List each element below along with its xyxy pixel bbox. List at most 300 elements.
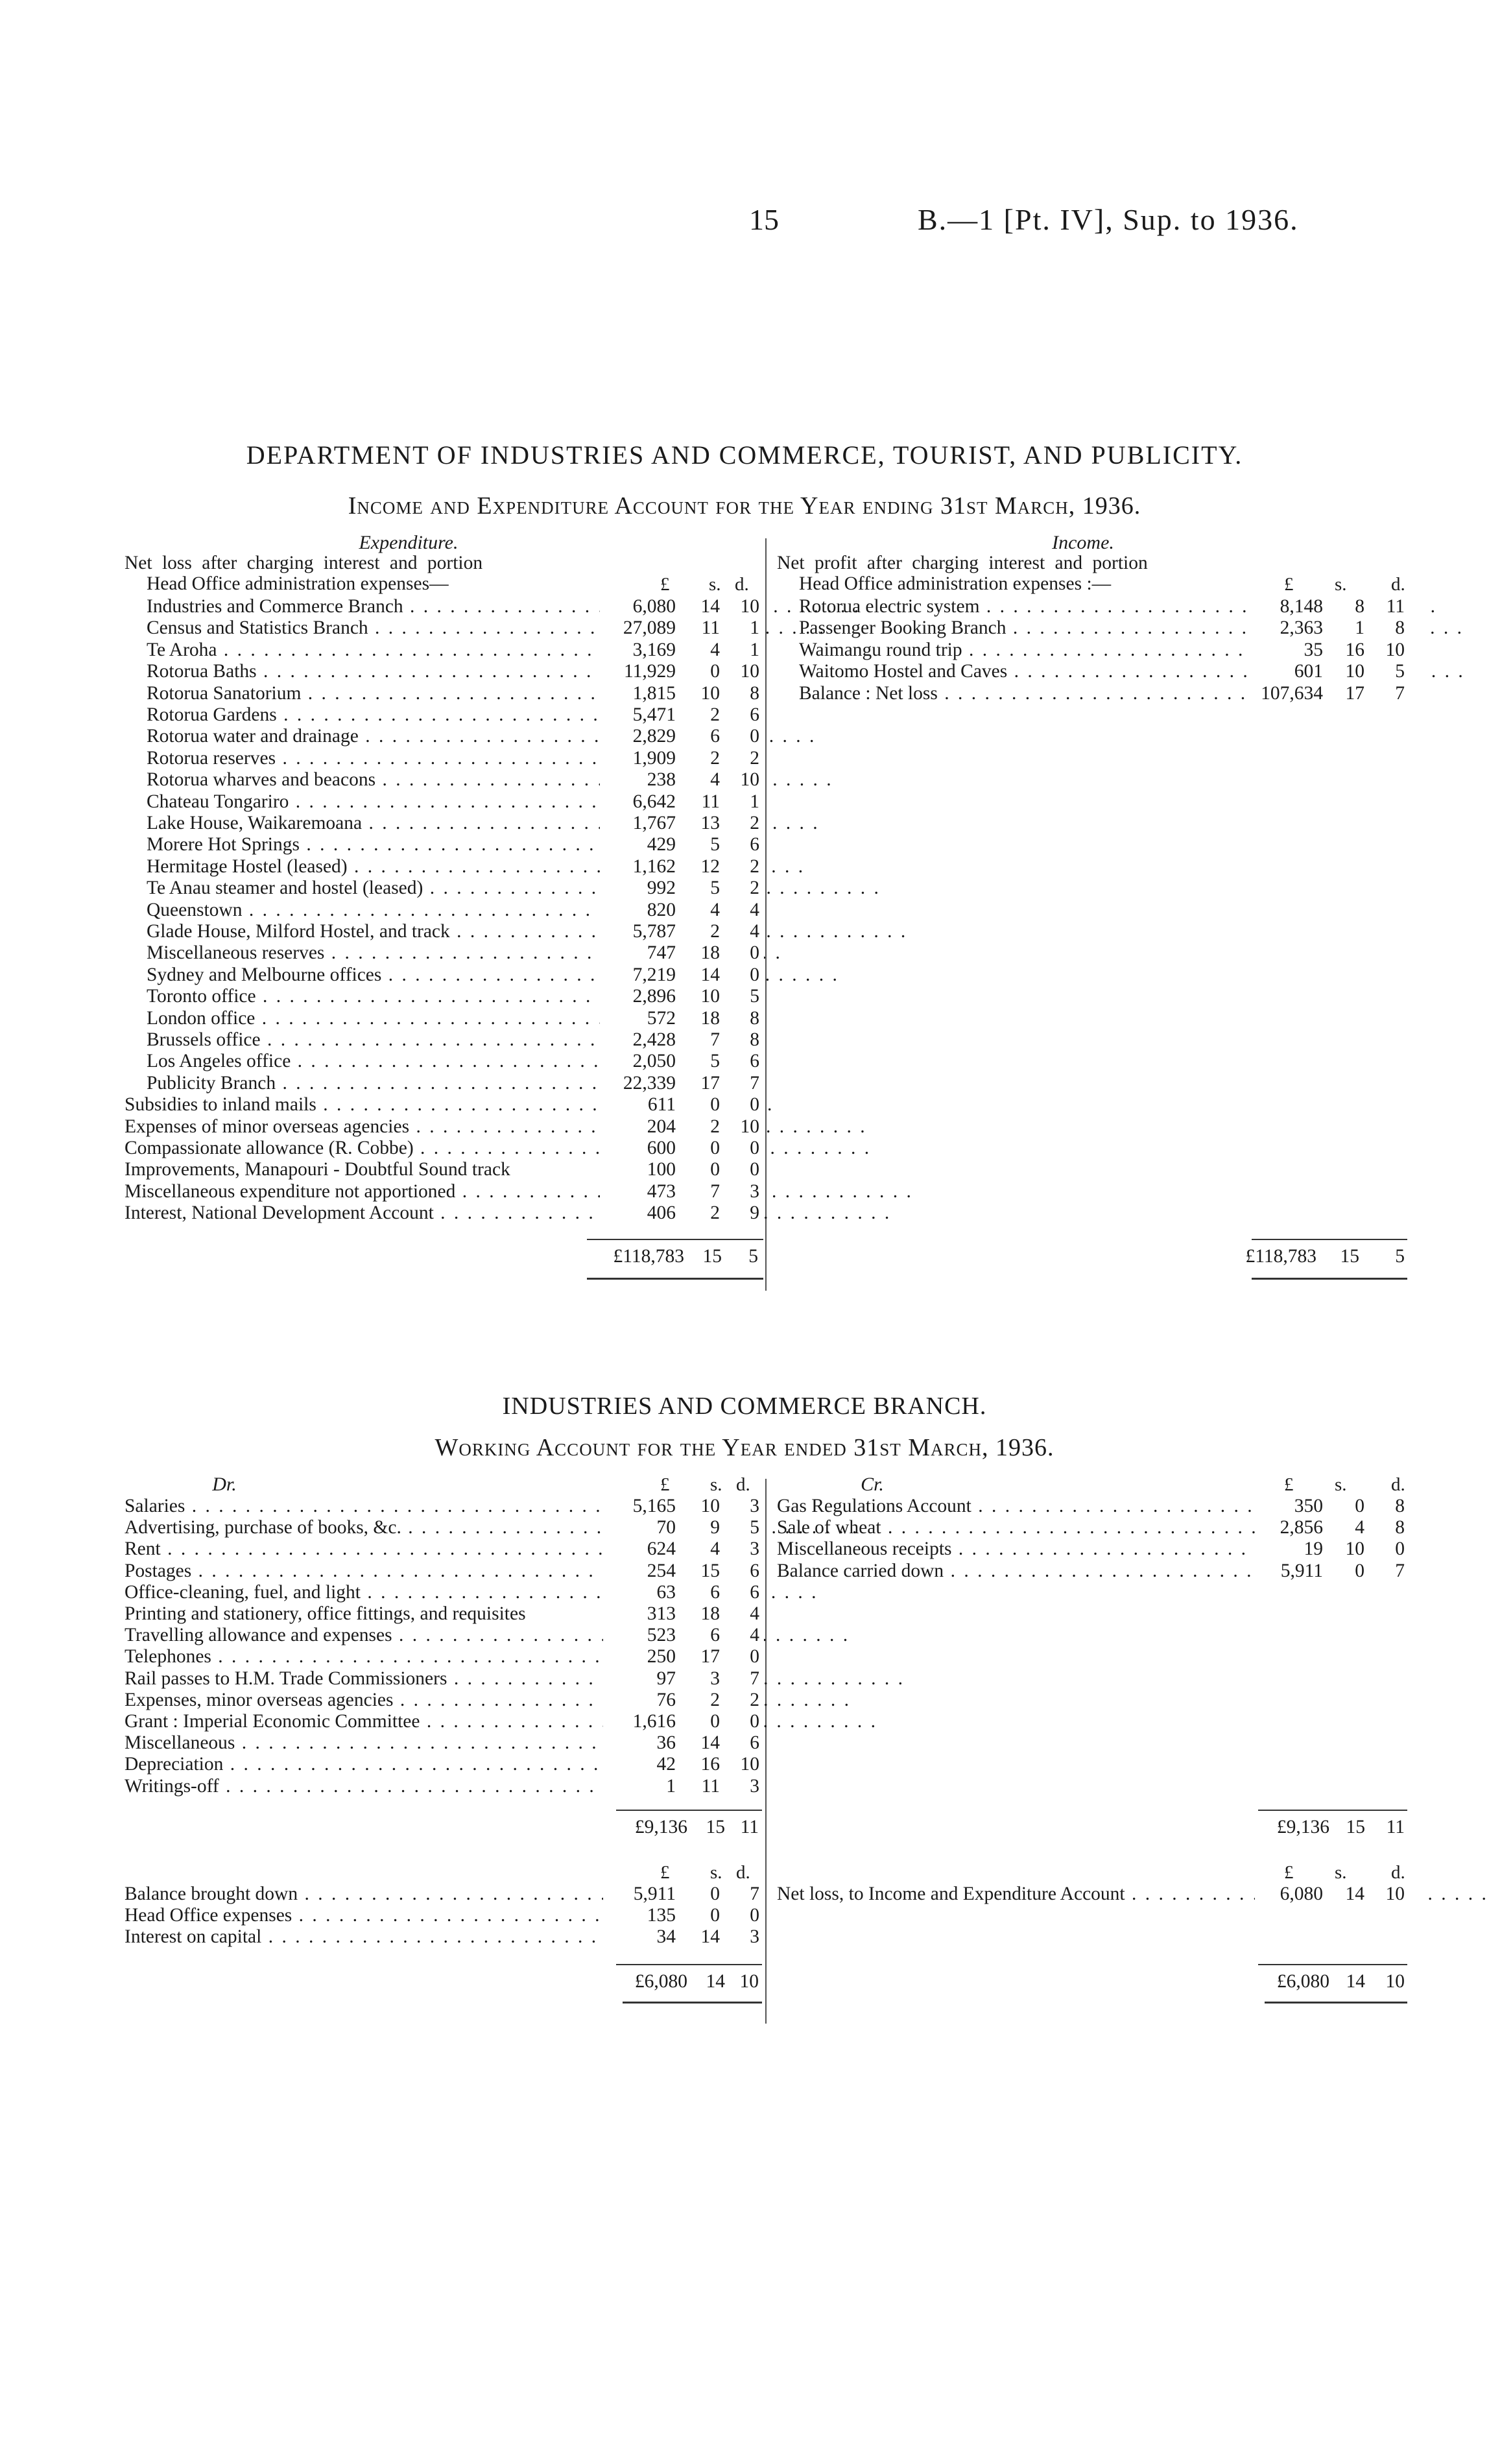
income-row (0, 660, 1427, 682)
income-d: 11 (1368, 595, 1405, 617)
expenditure-pounds: 11,929 (603, 660, 676, 682)
expenditure-label: Los Angeles office . . (147, 1050, 748, 1072)
dr-heading: Dr. (212, 1474, 237, 1495)
expenditure-label: London office . . (147, 1007, 713, 1029)
dr2-total-rule (616, 1964, 762, 1965)
dr-s: 10 (681, 1495, 720, 1517)
expenditure-row (0, 877, 764, 899)
expenditure-s: 4 (681, 899, 720, 921)
col-pound-cr2: £ (1284, 1862, 1294, 1883)
expenditure-s: 10 (681, 985, 720, 1007)
expenditure-s: 5 (681, 833, 720, 855)
expenditure-pounds: 2,896 (603, 985, 676, 1007)
dr-s: 11 (681, 1775, 720, 1797)
expenditure-pounds: 611 (603, 1094, 676, 1116)
expenditure-total-d: 5 (748, 1246, 758, 1267)
expenditure-row (0, 1029, 764, 1051)
cr-label: Miscellaneous receipts . . (777, 1538, 1409, 1560)
dr-s: 6 (681, 1581, 720, 1603)
dr-pounds: 70 (603, 1516, 676, 1538)
expenditure-d: 0 (723, 1158, 759, 1180)
dr2-total-d: 10 (739, 1971, 759, 1992)
expenditure-d: 0 (723, 1094, 759, 1116)
dr-s: 17 (681, 1645, 720, 1668)
cr-total-d: 11 (1386, 1817, 1405, 1837)
dr2-double-rule (623, 2002, 762, 2003)
expenditure-label: Rotorua Baths . . (147, 660, 714, 682)
expenditure-d: 5 (723, 985, 759, 1007)
expenditure-d: 10 (723, 660, 759, 682)
expenditure-d: 10 (723, 595, 759, 617)
income-row (0, 595, 1427, 617)
dr-s: 3 (681, 1668, 720, 1690)
expenditure-row (0, 985, 764, 1007)
expenditure-s: 7 (681, 1180, 720, 1202)
income-intro-line2: Head Office administration expenses :— (799, 573, 1112, 594)
dr2-total-pounds: £6,080 (634, 1971, 687, 1992)
expenditure-row (0, 791, 764, 813)
cr2-pounds: 6,080 (1258, 1883, 1323, 1905)
dr2-row (0, 1904, 764, 1926)
cr2-total-s: 14 (1346, 1971, 1365, 1992)
col-s-left: s. (709, 574, 721, 595)
dr-s: 4 (681, 1538, 720, 1560)
expenditure-pounds: 820 (603, 899, 676, 921)
cr-d: 0 (1368, 1538, 1405, 1560)
expenditure-label: Toronto office . . (147, 985, 713, 1007)
col-s-dr2: s. (710, 1862, 722, 1883)
dr2-label: Interest on capital . . (125, 1926, 719, 1948)
dr-d: 6 (723, 1581, 759, 1603)
income-label: Balance : Net loss . . (799, 682, 1395, 704)
expenditure-row (0, 833, 764, 855)
expenditure-row (0, 942, 764, 964)
expenditure-label: Compassionate allowance (R. Cobbe) . . (125, 1137, 871, 1159)
expenditure-d: 4 (723, 920, 759, 942)
col-pound-cr: £ (1284, 1474, 1294, 1495)
expenditure-s: 2 (681, 704, 720, 726)
col-d-cr: d. (1391, 1474, 1405, 1495)
dr2-d: 3 (723, 1926, 759, 1948)
income-d: 10 (1368, 639, 1405, 661)
dr-d: 10 (723, 1753, 759, 1775)
expenditure-label: Chateau Tongariro . . (147, 791, 746, 813)
dr-pounds: 313 (603, 1603, 676, 1625)
dr-label: Advertising, purchase of books, &c. . . (125, 1516, 859, 1538)
dr2-d: 7 (723, 1883, 759, 1905)
expenditure-pounds: 473 (603, 1180, 676, 1202)
expenditure-label: Miscellaneous reserves . . (147, 942, 782, 964)
income-pounds: 107,634 (1258, 682, 1323, 704)
expenditure-d: 1 (723, 791, 759, 813)
dr-s: 0 (681, 1710, 720, 1732)
expenditure-row (0, 1137, 764, 1159)
expenditure-s: 10 (681, 682, 720, 704)
income-intro-line1: Net profit after charging interest and portion (777, 553, 1148, 573)
expenditure-total-s: 15 (702, 1246, 722, 1267)
dr-label: Expenses, minor overseas agencies . . (125, 1689, 851, 1711)
dr-d: 7 (723, 1668, 759, 1690)
expenditure-label: Sydney and Melbourne offices . . (147, 964, 839, 986)
expenditure-pounds: 204 (603, 1116, 676, 1138)
expenditure-row (0, 1072, 764, 1094)
expenditure-s: 11 (681, 617, 720, 639)
income-label: Waimangu round trip . . (799, 639, 1420, 661)
expenditure-d: 7 (723, 1072, 759, 1094)
expenditure-pounds: 6,642 (603, 791, 676, 813)
dr-pounds: 97 (603, 1668, 676, 1690)
expenditure-row (0, 1202, 764, 1224)
expenditure-total-pounds: £118,783 (613, 1246, 684, 1267)
dr-pounds: 5,165 (603, 1495, 676, 1517)
dr2-s: 0 (681, 1904, 720, 1926)
document-reference: B.—1 [Pt. IV], Sup. to 1936. (918, 203, 1299, 236)
expenditure-pounds: 1,162 (603, 855, 676, 878)
dr-d: 4 (723, 1624, 759, 1646)
dr2-pounds: 135 (603, 1904, 676, 1926)
expenditure-label: Census and Statistics Branch . . (147, 617, 826, 639)
expenditure-pounds: 429 (603, 833, 676, 855)
expenditure-label: Morere Hot Springs . . (147, 833, 757, 855)
dr-pounds: 63 (603, 1581, 676, 1603)
expenditure-double-rule (587, 1278, 763, 1280)
dr2-label: Head Office expenses . . (125, 1904, 750, 1926)
dr-row (0, 1624, 764, 1646)
expenditure-pounds: 992 (603, 877, 676, 899)
expenditure-intro-line2: Head Office administration expenses— (147, 573, 449, 594)
expenditure-row (0, 725, 764, 747)
col-d-dr2: d. (736, 1862, 750, 1883)
expenditure-s: 5 (681, 877, 720, 899)
expenditure-s: 18 (681, 942, 720, 964)
col-pound-dr: £ (660, 1474, 670, 1495)
expenditure-row (0, 1116, 764, 1138)
dr-row (0, 1689, 764, 1711)
dr-label: Grant : Imperial Economic Committee . . (125, 1710, 877, 1732)
expenditure-pounds: 6,080 (603, 595, 676, 617)
col-s-cr: s. (1335, 1474, 1347, 1495)
dr-s: 16 (681, 1753, 720, 1775)
expenditure-intro-line1: Net loss after charging interest and portion (125, 553, 483, 573)
expenditure-d: 2 (723, 812, 759, 834)
expenditure-s: 14 (681, 595, 720, 617)
dr-label: Postages . . (125, 1560, 649, 1582)
expenditure-label: Rotorua reserves . . (147, 747, 733, 769)
expenditure-s: 0 (681, 1137, 720, 1159)
expenditure-pounds: 27,089 (603, 617, 676, 639)
expenditure-label: Rotorua Sanatorium . . (147, 682, 759, 704)
income-heading: Income. (1052, 532, 1114, 553)
col-d-dr: d. (736, 1474, 750, 1495)
dr2-pounds: 34 (603, 1926, 676, 1948)
expenditure-d: 0 (723, 725, 759, 747)
cr2-total-pounds: £6,080 (1276, 1971, 1329, 1992)
col-pound-right: £ (1284, 574, 1294, 595)
expenditure-d: 3 (723, 1180, 759, 1202)
expenditure-d: 8 (723, 682, 759, 704)
dr-pounds: 1 (603, 1775, 676, 1797)
income-d: 8 (1368, 617, 1405, 639)
expenditure-pounds: 22,339 (603, 1072, 676, 1094)
expenditure-pounds: 5,471 (603, 704, 676, 726)
income-s: 17 (1328, 682, 1364, 704)
dr-label: Salaries . . (125, 1495, 643, 1517)
cr2-total-d: 10 (1385, 1971, 1405, 1992)
expenditure-label: Rotorua water and drainage . . (147, 725, 816, 747)
cr-d: 8 (1368, 1495, 1405, 1517)
dr-s: 15 (681, 1560, 720, 1582)
dr-pounds: 36 (603, 1732, 676, 1754)
dr-total-rule (616, 1810, 762, 1811)
cr-row (0, 1516, 1427, 1538)
dr2-s: 0 (681, 1883, 720, 1905)
expenditure-label: Interest, National Development Account . . (125, 1202, 891, 1224)
expenditure-row (0, 920, 764, 942)
expenditure-d: 6 (723, 1050, 759, 1072)
expenditure-s: 14 (681, 964, 720, 986)
dr-d: 5 (723, 1516, 759, 1538)
dr-d: 4 (723, 1603, 759, 1625)
cr2-s: 14 (1328, 1883, 1364, 1905)
income-total-s: 15 (1340, 1246, 1359, 1267)
cr-label: Balance carried down . . (777, 1560, 1401, 1582)
expenditure-label: Queenstown . . (147, 899, 700, 921)
dr-d: 6 (723, 1732, 759, 1754)
cr-d: 7 (1368, 1560, 1405, 1582)
expenditure-pounds: 2,829 (603, 725, 676, 747)
dr-row (0, 1753, 764, 1775)
expenditure-pounds: 2,050 (603, 1050, 676, 1072)
expenditure-s: 2 (681, 747, 720, 769)
expenditure-pounds: 600 (603, 1137, 676, 1159)
expenditure-d: 6 (723, 704, 759, 726)
expenditure-d: 0 (723, 942, 759, 964)
expenditure-pounds: 3,169 (603, 639, 676, 661)
expenditure-pounds: 747 (603, 942, 676, 964)
income-pounds: 35 (1258, 639, 1323, 661)
cr2-d: 10 (1368, 1883, 1405, 1905)
expenditure-d: 0 (723, 1137, 759, 1159)
expenditure-label: Improvements, Manapouri - Doubtful Sound track (125, 1159, 510, 1180)
col-s-right: s. (1335, 574, 1347, 595)
expenditure-s: 2 (681, 1116, 720, 1138)
cr-label: Gas Regulations Account . . (777, 1495, 1429, 1517)
section1-subtitle: Income and Expenditure Account for the Year ending 31st March, 1936. (348, 492, 1141, 520)
expenditure-pounds: 100 (603, 1158, 676, 1180)
dr-d: 0 (723, 1645, 759, 1668)
income-row (0, 639, 1427, 661)
col-d-cr2: d. (1391, 1862, 1405, 1883)
dr-s: 18 (681, 1603, 720, 1625)
income-total-pounds: £118,783 (1245, 1246, 1316, 1267)
expenditure-label: Lake House, Waikaremoana . . (147, 812, 820, 834)
income-d: 7 (1368, 682, 1405, 704)
dr-pounds: 254 (603, 1560, 676, 1582)
section2-subtitle: Working Account for the Year ended 31st March, 1936. (435, 1434, 1054, 1461)
col-d-right: d. (1391, 574, 1405, 595)
income-double-rule (1252, 1278, 1407, 1280)
income-label: Rotorua electric system . . (799, 595, 1437, 617)
dr-row (0, 1775, 764, 1797)
expenditure-s: 4 (681, 769, 720, 791)
expenditure-row (0, 1050, 764, 1072)
col-s-cr2: s. (1335, 1862, 1347, 1883)
income-row (0, 617, 1427, 639)
cr2-row (0, 1883, 1427, 1905)
expenditure-label: Publicity Branch . . (147, 1072, 733, 1094)
dr-d: 6 (723, 1560, 759, 1582)
dr-label: Travelling allowance and expenses . . (125, 1624, 850, 1646)
income-s: 1 (1328, 617, 1364, 639)
expenditure-row (0, 704, 764, 726)
expenditure-d: 2 (723, 877, 759, 899)
income-s: 8 (1328, 595, 1364, 617)
income-label: Passenger Booking Branch . . (799, 617, 1464, 639)
cr-row (0, 1495, 1427, 1517)
expenditure-label: Subsidies to inland mails . . (125, 1094, 774, 1116)
cr-row (0, 1538, 1427, 1560)
dr-label: Miscellaneous . . (125, 1732, 693, 1754)
cr-pounds: 19 (1258, 1538, 1323, 1560)
dr-pounds: 250 (603, 1645, 676, 1668)
expenditure-row (0, 899, 764, 921)
expenditure-s: 0 (681, 1158, 720, 1180)
cr-total-s: 15 (1346, 1817, 1365, 1837)
income-s: 16 (1328, 639, 1364, 661)
dr-s: 2 (681, 1689, 720, 1711)
dr-row (0, 1732, 764, 1754)
expenditure-s: 11 (681, 791, 720, 813)
dr-d: 0 (723, 1710, 759, 1732)
income-label: Waitomo Hostel and Caves . . (799, 660, 1465, 682)
expenditure-s: 17 (681, 1072, 720, 1094)
dr-total-pounds: £9,136 (634, 1817, 687, 1837)
expenditure-row (0, 964, 764, 986)
expenditure-d: 10 (723, 1116, 759, 1138)
section1-title: DEPARTMENT OF INDUSTRIES AND COMMERCE, TOURIST, AND PUBLICITY. (246, 440, 1243, 470)
dr2-label: Balance brought down . . (125, 1883, 756, 1905)
expenditure-label: Expenses of minor overseas agencies . . (125, 1116, 867, 1138)
section2-title: INDUSTRIES AND COMMERCE BRANCH. (502, 1393, 987, 1420)
income-pounds: 8,148 (1258, 595, 1323, 617)
dr-pounds: 624 (603, 1538, 676, 1560)
cr-pounds: 350 (1258, 1495, 1323, 1517)
expenditure-d: 2 (723, 747, 759, 769)
expenditure-row (0, 1094, 764, 1116)
cr-s: 0 (1328, 1495, 1364, 1517)
expenditure-pounds: 406 (603, 1202, 676, 1224)
cr-s: 10 (1328, 1538, 1364, 1560)
cr-s: 4 (1328, 1516, 1364, 1538)
expenditure-s: 5 (681, 1050, 720, 1072)
cr2-total-rule (1258, 1964, 1407, 1965)
expenditure-d: 8 (723, 1029, 759, 1051)
cr-total-rule (1258, 1810, 1407, 1811)
expenditure-pounds: 1,815 (603, 682, 676, 704)
dr-pounds: 523 (603, 1624, 676, 1646)
income-d: 5 (1368, 660, 1405, 682)
expenditure-heading: Expenditure. (359, 532, 459, 553)
cr2-double-rule (1265, 2002, 1407, 2003)
expenditure-label: Brussels office . . (147, 1029, 718, 1051)
expenditure-label: Industries and Commerce Branch . . (147, 595, 861, 617)
cr-pounds: 5,911 (1258, 1560, 1323, 1582)
dr-s: 14 (681, 1732, 720, 1754)
expenditure-row (0, 1180, 764, 1202)
col-pound-left: £ (660, 574, 670, 595)
expenditure-row (0, 769, 764, 791)
dr-total-d: 11 (740, 1817, 759, 1837)
dr2-pounds: 5,911 (603, 1883, 676, 1905)
dr-d: 3 (723, 1538, 759, 1560)
expenditure-pounds: 5,787 (603, 920, 676, 942)
dr2-total-s: 14 (706, 1971, 725, 1992)
dr-row (0, 1581, 764, 1603)
expenditure-d: 6 (723, 833, 759, 855)
dr-label: Printing and stationery, office fittings, and requisites (125, 1603, 526, 1624)
expenditure-label: Hermitage Hostel (leased) . . (147, 855, 805, 878)
expenditure-s: 0 (681, 1094, 720, 1116)
expenditure-s: 12 (681, 855, 720, 878)
expenditure-label: Rotorua Gardens . . (147, 704, 734, 726)
expenditure-pounds: 7,219 (603, 964, 676, 986)
expenditure-d: 2 (723, 855, 759, 878)
expenditure-row (0, 747, 764, 769)
expenditure-label: Miscellaneous expenditure not apportioned . . (125, 1180, 913, 1202)
expenditure-row (0, 855, 764, 878)
expenditure-label: Glade House, Milford Hostel, and track . . (147, 920, 907, 942)
expenditure-total-rule (587, 1239, 763, 1240)
expenditure-d: 1 (723, 617, 759, 639)
dr-label: Depreciation . . (125, 1753, 681, 1775)
income-total-rule (1252, 1239, 1407, 1240)
expenditure-label: Rotorua wharves and beacons . . (147, 769, 833, 791)
dr-pounds: 42 (603, 1753, 676, 1775)
cr-label: Sale of wheat . . (777, 1516, 1339, 1538)
cr-pounds: 2,856 (1258, 1516, 1323, 1538)
cr-s: 0 (1328, 1560, 1364, 1582)
cr-d: 8 (1368, 1516, 1405, 1538)
expenditure-s: 2 (681, 1202, 720, 1224)
expenditure-s: 4 (681, 639, 720, 661)
expenditure-d: 8 (723, 1007, 759, 1029)
expenditure-row (0, 1007, 764, 1029)
dr-label: Telephones . . (125, 1645, 669, 1668)
expenditure-pounds: 2,428 (603, 1029, 676, 1051)
dr-row (0, 1710, 764, 1732)
col-pound-dr2: £ (660, 1862, 670, 1883)
expenditure-row (0, 1158, 764, 1180)
dr-label: Office-cleaning, fuel, and light . . (125, 1581, 818, 1603)
income-pounds: 601 (1258, 660, 1323, 682)
dr-total-s: 15 (706, 1817, 725, 1837)
cr-total-pounds: £9,136 (1276, 1817, 1329, 1837)
dr-label: Rent . . (125, 1538, 618, 1560)
dr-s: 6 (681, 1624, 720, 1646)
dr2-s: 14 (681, 1926, 720, 1948)
expenditure-pounds: 1,909 (603, 747, 676, 769)
expenditure-s: 2 (681, 920, 720, 942)
expenditure-s: 0 (681, 660, 720, 682)
dr-d: 2 (723, 1689, 759, 1711)
dr-d: 3 (723, 1495, 759, 1517)
page-number: 15 (749, 203, 779, 236)
cr-row (0, 1560, 1427, 1582)
dr-pounds: 1,616 (603, 1710, 676, 1732)
expenditure-row (0, 812, 764, 834)
col-s-dr: s. (710, 1474, 722, 1495)
expenditure-d: 1 (723, 639, 759, 661)
